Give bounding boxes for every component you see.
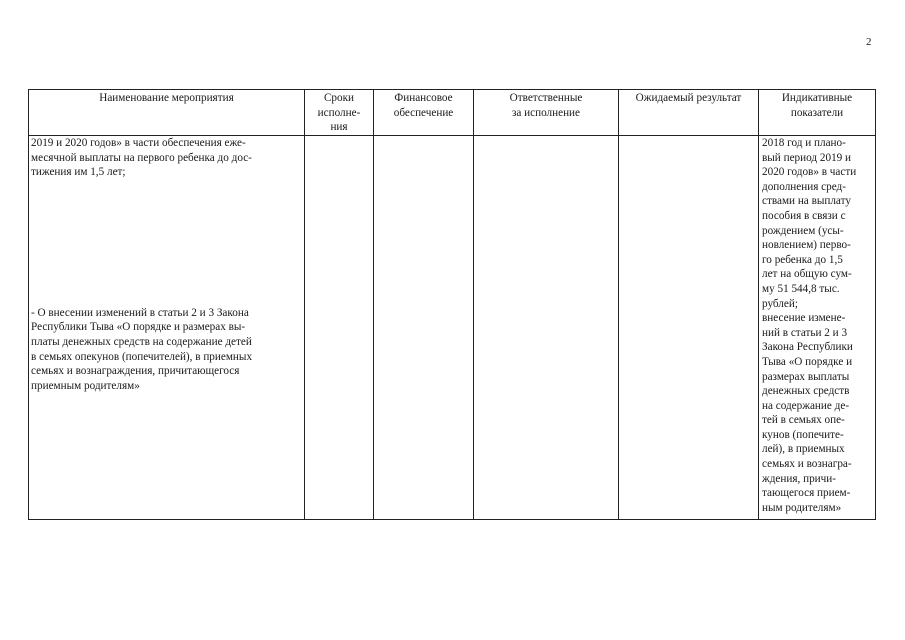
name-part-2: - О внесении изменений в статьи 2 и 3 Закона Республики Тыва «О порядке и размерах вы- платы денежных средств на содержание детей в семьях опекунов (попечителей), в приемных семьях и вознаграждения, причитающегося приемным родителям» [31, 306, 253, 392]
header-name: Наименование мероприятия [29, 90, 305, 136]
header-finance: Финансовое обеспечение [374, 90, 474, 136]
cell-finance [374, 136, 474, 520]
header-terms: Сроки исполне- ния [305, 90, 374, 136]
cell-terms [305, 136, 374, 520]
table-header-row [29, 90, 876, 136]
activities-table [28, 89, 876, 520]
cell-name [29, 136, 305, 520]
cell-expected [619, 136, 759, 520]
cell-indicators [759, 136, 876, 520]
header-indicators: Индикативные показатели [759, 90, 876, 136]
indicators-text: 2018 год и плано- вый период 2019 и 2020 годов» в части дополнения сред- ствами на выплату пособия в связи с рождением (усы- новлением) перво- го ребенка до 1,5 лет на общую сум- му 51 544,8 тыс. рублей; внесение измене- ний в статьи 2 и 3 Закона Республики Тыва «О порядке и размерах выплаты денежных средств на содержание де- тей в семьях опе- кунов (попечите- лей), в приемных семьях и вознагра- ждения, причи- тающегося прием- ным родителям» [762, 137, 857, 514]
header-responsible: Ответственные за исполнение [474, 90, 619, 136]
cell-responsible [474, 136, 619, 520]
table-row [29, 136, 876, 520]
header-expected: Ожидаемый результат [619, 90, 759, 136]
name-part-1: 2019 и 2020 годов» в части обеспечения еже- месячной выплаты на первого ребенка до дос- тижения им 1,5 лет; [31, 137, 252, 179]
page-number: 2 [866, 36, 872, 48]
